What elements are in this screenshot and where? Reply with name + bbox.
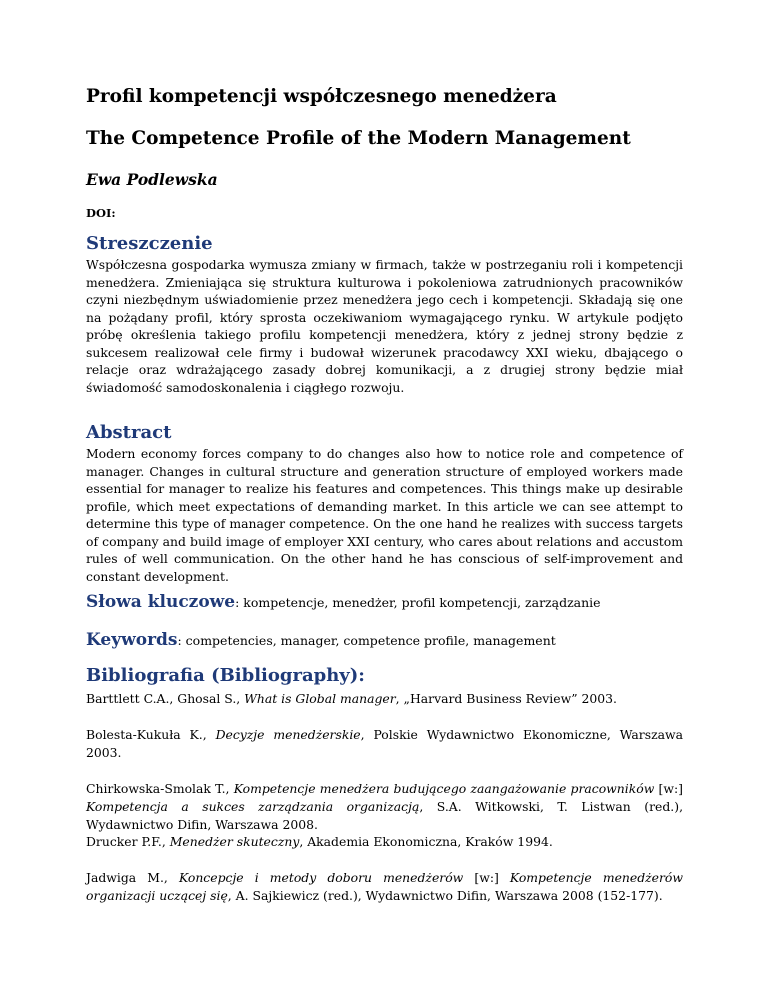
bib-authors: Barttlett C.A., Ghosal S., xyxy=(86,691,245,706)
bib-authors: Chirkowska-Smolak T., xyxy=(86,781,234,796)
bib-authors: Drucker P.F., xyxy=(86,834,170,849)
keywords-en xyxy=(86,630,686,650)
bib-title: Kompetencje menedżera budującego zaangażowanie pracowników xyxy=(233,781,655,796)
doi-label: DOI: xyxy=(86,206,116,220)
bib-title: Decyzje menedżerskie xyxy=(215,727,361,742)
keywords-pl xyxy=(86,592,686,612)
bib-title: Menedżer skuteczny xyxy=(169,834,300,849)
bib-source: , S.A. Witkowski, T. Listwan (red.), Wydawnictwo Difin, Warszawa 2008. xyxy=(86,799,684,832)
bibliography-heading: Bibliografia (Bibliography): xyxy=(86,665,365,686)
bibliography-entry xyxy=(86,833,683,851)
abstract-pl-heading: Streszczenie xyxy=(86,233,213,254)
abstract-pl-text: Współczesna gospodarka wymusza zmiany w firmach, także w postrzeganiu roli i kompetencji menedżera. Zmieniająca się struktura kulturowa i pokoleniowa zatrudnionych pracowników czyni niezbędnym uświadomienie przez menedżera jego cech i kompetencji. Składają się one na pożądany profil, który sprosta oczekiwaniom wymagającego rynku. W artykule podjęto próbę określenia takiego profilu kompetencji menedżera, który z jednej strony będzie z sukcesem realizował cele firmy i budował wizerunek pracodawcy XXI wieku, dbającego o relacje oraz wdrażającego zasady dobrej komunikacji, a z drugiej strony będzie miał świadomość samodoskonalenia i ciągłego rozwoju. xyxy=(86,257,683,395)
title-polish: Profil kompetencji współczesnego menedżera xyxy=(86,86,557,107)
bib-source: , A. Sajkiewicz (red.), Wydawnictwo Difin, Warszawa 2008 (152-177). xyxy=(227,888,663,903)
bib-source: , Polskie Wydawnictwo Ekonomiczne, Warszawa 2003. xyxy=(86,727,683,760)
bib-book-title: Kompetencja a sukces zarządzania organizacją xyxy=(86,799,420,814)
keywords-pl-label: Słowa kluczowe xyxy=(86,592,236,612)
bib-in: [w:] xyxy=(463,870,510,885)
title-english: The Competence Profile of the Modern Management xyxy=(86,128,631,149)
bib-authors: Bolesta-Kukuła K., xyxy=(86,727,216,742)
bib-in: [w:] xyxy=(654,781,683,796)
bib-source: , „Harvard Business Review” 2003. xyxy=(395,691,617,706)
bibliography-entry xyxy=(86,690,683,708)
abstract-en-text: Modern economy forces company to do changes also how to notice role and competence of manager. Changes in cultural structure and generation structure of employed workers made essential for manager to realize his features and competences. This things make up desirable profile, which meet expectations of demanding market. In this article we can see attempt to determine this type of manager competence. On the one hand he realizes with success targets of company and build image of employer XXI century, who cares about relations and accustom rules of well communication. On the other hand he has conscious of self-improvement and constant development. xyxy=(86,446,683,584)
keywords-en-list: : competencies, manager, competence profile, management xyxy=(177,633,556,648)
bib-title: What is Global manager xyxy=(244,691,396,706)
keywords-en-label: Keywords xyxy=(86,630,178,650)
bibliography-entry xyxy=(86,780,683,834)
bib-source: , Akademia Ekonomiczna, Kraków 1994. xyxy=(299,834,553,849)
bibliography-entry xyxy=(86,726,683,762)
bibliography-entry xyxy=(86,869,683,905)
author-name: Ewa Podlewska xyxy=(86,170,218,189)
bib-book-title: Kompetencje menedżerów organizacji uczącej się xyxy=(86,870,683,903)
bib-authors: Jadwiga M., xyxy=(86,870,179,885)
bib-title: Koncepcje i metody doboru menedżerów xyxy=(178,870,464,885)
keywords-pl-list: : kompetencje, menedżer, profil kompetencji, zarządzanie xyxy=(235,595,601,610)
abstract-en-heading: Abstract xyxy=(86,422,172,443)
